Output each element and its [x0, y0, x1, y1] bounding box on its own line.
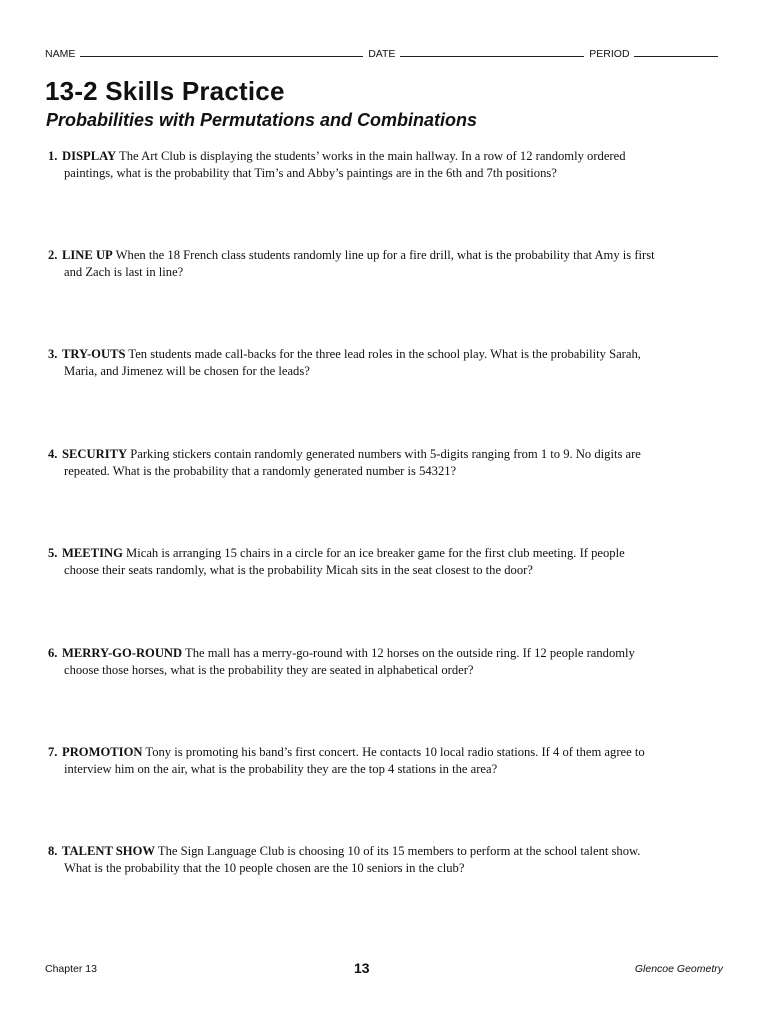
problem-number: 2.: [48, 248, 58, 262]
problem-2: [48, 247, 728, 280]
date-blank[interactable]: [400, 46, 584, 57]
problem-text-continued: interview him on the air, what is the probability they are the top 4 stations in the area?: [64, 761, 498, 776]
period-blank[interactable]: [634, 46, 718, 57]
name-label: NAME: [45, 48, 76, 60]
problem-7: [48, 744, 728, 777]
problem-text-continued: choose their seats randomly, what is the probability Micah sits in the seat closest to the door?: [64, 562, 533, 577]
problem-text-continued: and Zach is last in line?: [64, 264, 184, 279]
problem-text: The mall has a merry-go-round with 12 horses on the outside ring. If 12 people randomly: [182, 646, 635, 660]
problem-keyword: MEETING: [62, 546, 123, 560]
problem-text: Micah is arranging 15 chairs in a circle for an ice breaker game for the first club meeting. If people: [122, 546, 625, 560]
publisher-label: Glencoe Geometry: [634, 963, 723, 975]
problem-number: 3.: [48, 347, 58, 361]
problem-text: Tony is promoting his band’s first concert. He contacts 10 local radio stations. If 4 of them agree to: [142, 745, 645, 759]
problem-text: The Sign Language Club is choosing 10 of its 15 members to perform at the school talent show.: [154, 844, 641, 858]
problem-text-continued: Maria, and Jimenez will be chosen for the leads?: [64, 363, 310, 378]
problem-number: 7.: [48, 745, 58, 759]
page-title: 13-2 Skills Practice: [45, 76, 285, 106]
problem-1: [48, 148, 728, 181]
problem-number: 8.: [48, 844, 58, 858]
name-blank[interactable]: [80, 46, 363, 57]
problem-number: 5.: [48, 546, 58, 560]
page-subtitle: Probabilities with Permutations and Combinations: [46, 110, 478, 130]
date-label: DATE: [368, 48, 396, 60]
problem-keyword: TALENT SHOW: [62, 844, 155, 858]
problem-8: [48, 843, 728, 876]
problem-3: [48, 346, 728, 379]
problem-text-continued: choose those horses, what is the probability they are seated in alphabetical order?: [64, 662, 474, 677]
chapter-label: Chapter 13: [45, 963, 97, 975]
problem-number: 6.: [48, 646, 58, 660]
problem-text: Ten students made call-backs for the three lead roles in the school play. What is the probability Sarah,: [125, 347, 641, 361]
student-info-header: [45, 46, 725, 60]
problem-number: 4.: [48, 447, 58, 461]
problem-keyword: DISPLAY: [62, 149, 117, 163]
problem-text: Parking stickers contain randomly generated numbers with 5-digits ranging from 1 to 9. No digits are: [127, 447, 641, 461]
page-number: 13: [354, 960, 370, 976]
problem-keyword: MERRY-GO-ROUND: [62, 646, 183, 660]
problem-number: 1.: [48, 149, 58, 163]
problem-text: The Art Club is displaying the students’ works in the main hallway. In a row of 12 randomly ordered: [116, 149, 626, 163]
problem-text-continued: repeated. What is the probability that a randomly generated number is 54321?: [64, 463, 457, 478]
problem-keyword: SECURITY: [62, 447, 128, 461]
problem-keyword: PROMOTION: [62, 745, 143, 759]
problem-text-continued: paintings, what is the probability that Tim’s and Abby’s paintings are in the 6th and 7th positions?: [64, 165, 557, 180]
period-label: PERIOD: [589, 48, 630, 60]
problem-text: When the 18 French class students randomly line up for a fire drill, what is the probability that Amy is first: [112, 248, 655, 262]
problem-keyword: TRY-OUTS: [62, 347, 126, 361]
problem-6: [48, 645, 728, 678]
problem-5: [48, 545, 728, 578]
problem-text-continued: What is the probability that the 10 people chosen are the 10 seniors in the club?: [64, 860, 465, 875]
problem-keyword: LINE UP: [62, 248, 113, 262]
problem-4: [48, 446, 728, 479]
